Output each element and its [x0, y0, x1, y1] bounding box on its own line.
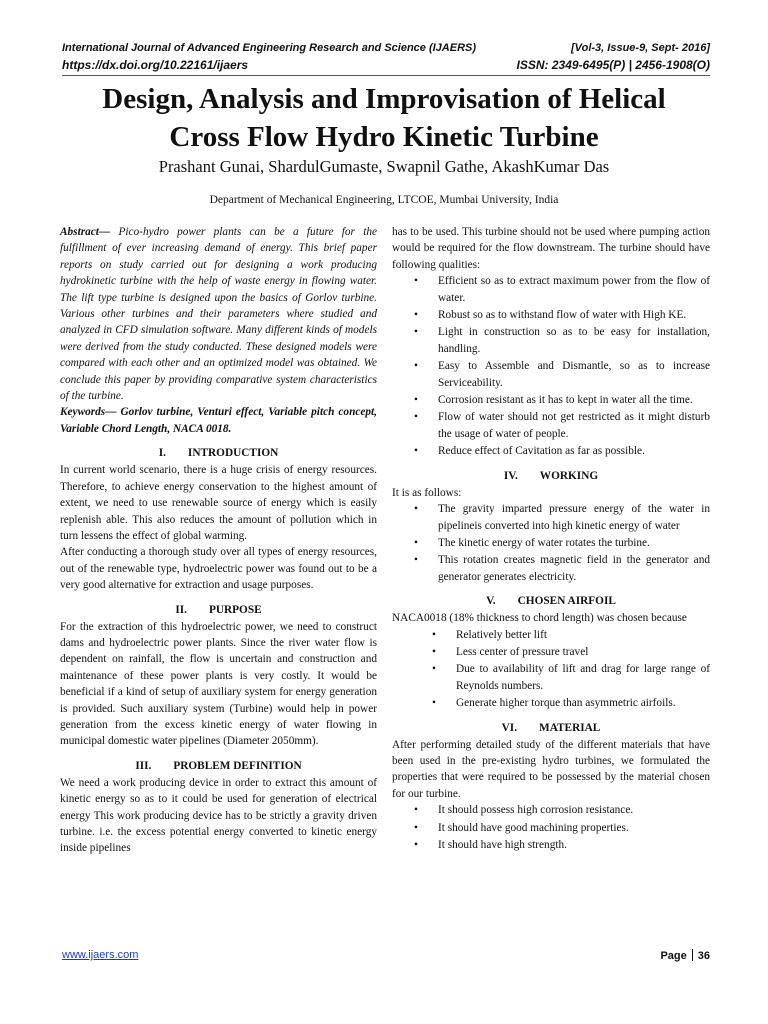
list-item: • It should possess high corrosion resistance.: [392, 802, 710, 818]
list-item: • Due to availability of lift and drag for large range of Reynolds numbers.: [392, 661, 710, 694]
page-divider: [692, 949, 693, 961]
abstract-label: Abstract—: [60, 226, 111, 238]
working-list: [392, 501, 710, 585]
abstract: [60, 224, 377, 404]
qualities-list: [392, 273, 710, 459]
section-heading-purpose: [60, 602, 377, 619]
section-heading-material: [392, 720, 710, 737]
list-item: • Efficient so as to extract maximum power from the flow of water.: [392, 273, 710, 306]
right-column: [392, 224, 710, 853]
section-title: WORKING: [539, 469, 599, 482]
list-item: • Less center of pressure travel: [392, 644, 710, 660]
list-item: • Flow of water should not get restricted as it might disturb the usage of water of people.: [392, 409, 710, 442]
list-item: • The gravity imparted pressure energy of the water in pipelineis converted into high kinetic energy of water: [392, 501, 710, 534]
purpose-paragraph: For the extraction of this hydroelectric power, we need to construct dams and hydroelectric power plants. Since the river water flow is dependent on rainfall, the flow is uncertain and construction and maintenance of these power plants is very costly. It would be beneficial if a kind of setup of auxiliary system for energy generation is provided. Such auxiliary system (Turbine) would help in power generation from the excess kinetic energy of water flowing in municipal domestic water pipelines (Diameter 2050mm).: [60, 620, 377, 748]
section-number: III.: [135, 759, 152, 772]
abstract-text: Pico-hydro power plants can be a future for the fulfillment of ever increasing demand of energy. This brief paper reports on study carried out for designing a work producing hydrokinetic turbine with the help of waste energy in flowing water. The lift type turbine is designed upon the basics of Gorlov turbine. Various other turbines and their parameters where studied and analyzed in CFD simulation software. Many different kinds of models were derived from the study conducted. These designed models were compared with each other and an optimized model was obtained. We conclude this paper by providing comparative system characteristics of the turbine.: [60, 226, 377, 403]
section-number: V.: [486, 595, 496, 608]
airfoil-paragraph: NACA0018 (18% thickness to chord length) was chosen because: [392, 612, 687, 625]
intro-paragraph-1: In current world scenario, there is a huge crisis of energy resources. Therefore, to achieve energy conservation to the highest amount of extent, we need to use renewable source of energy which is easily replenish able. This also reduces the amount of pollution which in turn lessens the effect of global warming.: [60, 464, 377, 542]
header-divider: [62, 75, 710, 76]
section-heading-working: [392, 468, 710, 485]
keywords: Keywords— Gorlov turbine, Venturi effect, Variable pitch concept, Variable Chord Length, NACA 0018.: [60, 406, 377, 435]
left-column: [60, 224, 377, 857]
material-paragraph: After performing detailed study of the different materials that have been used in the pre-existing hydro turbines, we formulated the properties that were required to be possessed by the material chosen for our turbine.: [392, 738, 710, 800]
list-item: • It should have high strength.: [392, 837, 710, 853]
section-number: VI.: [501, 721, 518, 734]
title-line-2: Cross Flow Hydro Kinetic Turbine: [169, 121, 599, 153]
list-item: • Light in construction so as to be easy for installation, handling.: [392, 324, 710, 357]
list-item: • Generate higher torque than asymmetric airfoils.: [392, 695, 710, 711]
paper-title: [0, 80, 768, 156]
problem-paragraph-2: has to be used. This turbine should not be used where pumping action would be required for the flow downstream. The turbine should have following qualities:: [392, 226, 710, 271]
intro-paragraph-2: After conducting a thorough study over all types of energy resources, out of the renewable type, hydroelectric power was found out to be a very good alternative for extraction and usage purposes.: [60, 546, 377, 592]
authors: Prashant Gunai, ShardulGumaste, Swapnil Gathe, AkashKumar Das: [158, 157, 610, 176]
section-heading-introduction: [60, 445, 377, 462]
list-item: • It should have good machining properties.: [392, 820, 710, 836]
title-line-1: Design, Analysis and Improvisation of Helical: [102, 83, 666, 115]
section-title: PROBLEM DEFINITION: [173, 759, 302, 772]
page-label: Page: [660, 950, 687, 962]
list-item: • Reduce effect of Cavitation as far as possible.: [392, 443, 710, 459]
section-number: II.: [175, 603, 187, 616]
section-title: PURPOSE: [208, 603, 262, 616]
issn: ISSN: 2349-6495(P) | 2456-1908(O): [516, 58, 710, 72]
section-title: MATERIAL: [539, 721, 601, 734]
list-item: • The kinetic energy of water rotates the turbine.: [392, 535, 710, 551]
section-title: CHOSEN AIRFOIL: [517, 595, 616, 608]
section-heading-problem-definition: [60, 758, 377, 775]
page-number: [660, 949, 710, 962]
doi-link[interactable]: https://dx.doi.org/10.22161/ijaers: [62, 58, 249, 72]
website-link[interactable]: www.ijaers.com: [62, 949, 139, 961]
list-item: • Corrosion resistant as it has to kept in water all the time.: [392, 392, 710, 408]
section-number: IV.: [503, 469, 518, 482]
list-item: • Robust so as to withstand flow of water with High KE.: [392, 307, 710, 323]
material-list: [392, 802, 710, 853]
volume-issue: [Vol-3, Issue-9, Sept- 2016]: [571, 42, 710, 54]
section-heading-chosen-airfoil: [392, 593, 710, 610]
list-item: • Relatively better lift: [392, 627, 710, 643]
section-number: I.: [158, 447, 166, 460]
airfoil-list: [392, 627, 710, 712]
section-title: INTRODUCTION: [187, 447, 279, 460]
page-number-value: 36: [697, 950, 710, 962]
list-item: • This rotation creates magnetic field in the generator and generator generates electricity.: [392, 552, 710, 585]
problem-paragraph-1: We need a work producing device in order to extract this amount of kinetic energy so as to it could be used for generation of electrical energy This work producing device has to be strictly a gravity driven turbine. i.e. the excess potential energy converted to kinetic energy inside pipelines: [60, 776, 377, 855]
journal-name: International Journal of Advanced Engineering Research and Science (IJAERS): [62, 42, 477, 54]
affiliation: Department of Mechanical Engineering, LTCOE, Mumbai University, India: [209, 194, 559, 206]
list-item: • Easy to Assemble and Dismantle, so as to increase Serviceability.: [392, 358, 710, 391]
working-paragraph: It is as follows:: [392, 486, 462, 499]
